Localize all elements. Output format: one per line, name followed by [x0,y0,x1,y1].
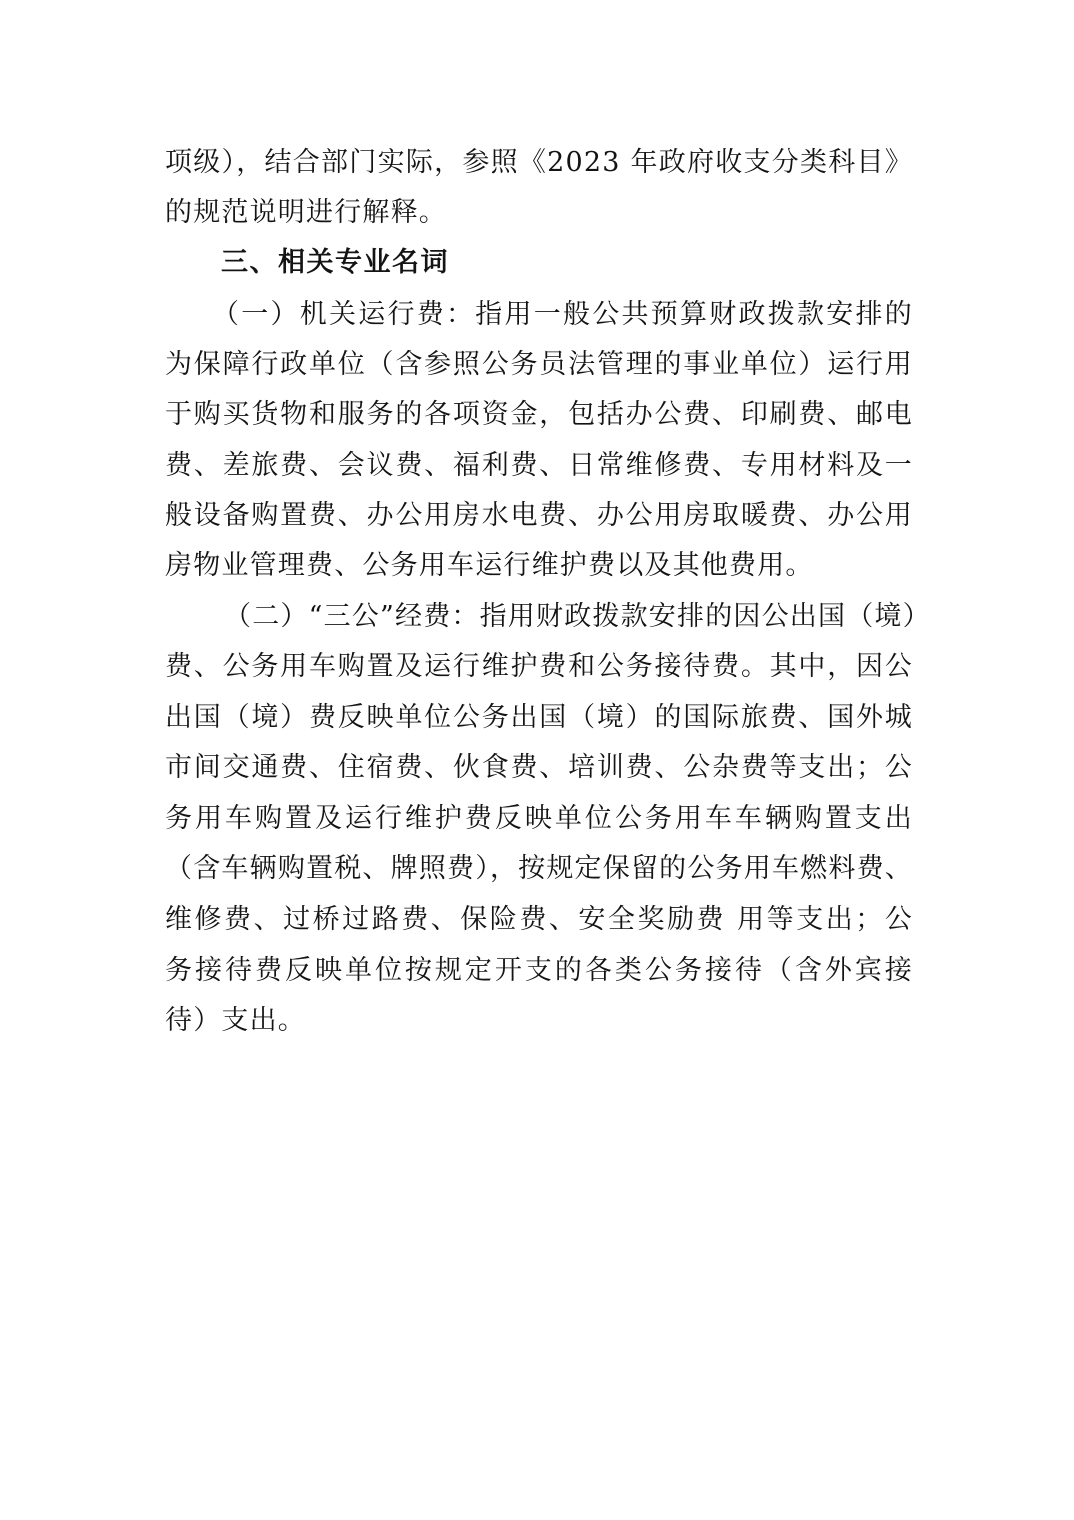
body-text-line: 市间交通费、住宿费、伙食费、培训费、公杂费等支出；公 [165,752,913,783]
body-text-line: 费、公务用车购置及运行维护费和公务接待费。其中，因公 [165,651,913,682]
body-text-line: 维修费、过桥过路费、保险费、安全奖励费 用等支出；公 [165,904,913,935]
body-text-line: （含车辆购置税、牌照费），按规定保留的公务用车燃料费、 [165,853,913,884]
section-heading: 三、相关专业名词 [221,247,449,278]
body-text-line: （一）机关运行费：指用一般公共预算财政拨款安排的 [212,299,913,330]
body-text-line: 于购买货物和服务的各项资金，包括办公费、印刷费、邮电 [165,399,913,430]
body-text-line: 般设备购置费、办公用房水电费、办公用房取暖费、办公用 [165,500,913,531]
body-text-line: 出国（境）费反映单位公务出国（境）的国际旅费、国外城 [165,702,913,733]
body-text-line: 项级），结合部门实际，参照《2023 年政府收支分类科目》 [165,147,913,178]
body-text-line: 房物业管理费、公务用车运行维护费以及其他费用。 [165,550,814,581]
body-text-line: 的规范说明进行解释。 [165,197,447,228]
body-text-line: 待）支出。 [165,1005,306,1036]
body-text-line: （二）“三公”经费：指用财政拨款安排的因公出国（境） [224,601,931,632]
body-text-line: 务接待费反映单位按规定开支的各类公务接待（含外宾接 [165,955,913,986]
body-text-line: 为保障行政单位（含参照公务员法管理的事业单位）运行用 [165,349,913,380]
body-text-line: 费、差旅费、会议费、福利费、日常维修费、专用材料及一 [165,450,913,481]
body-text-line: 务用车购置及运行维护费反映单位公务用车车辆购置支出 [165,803,913,834]
